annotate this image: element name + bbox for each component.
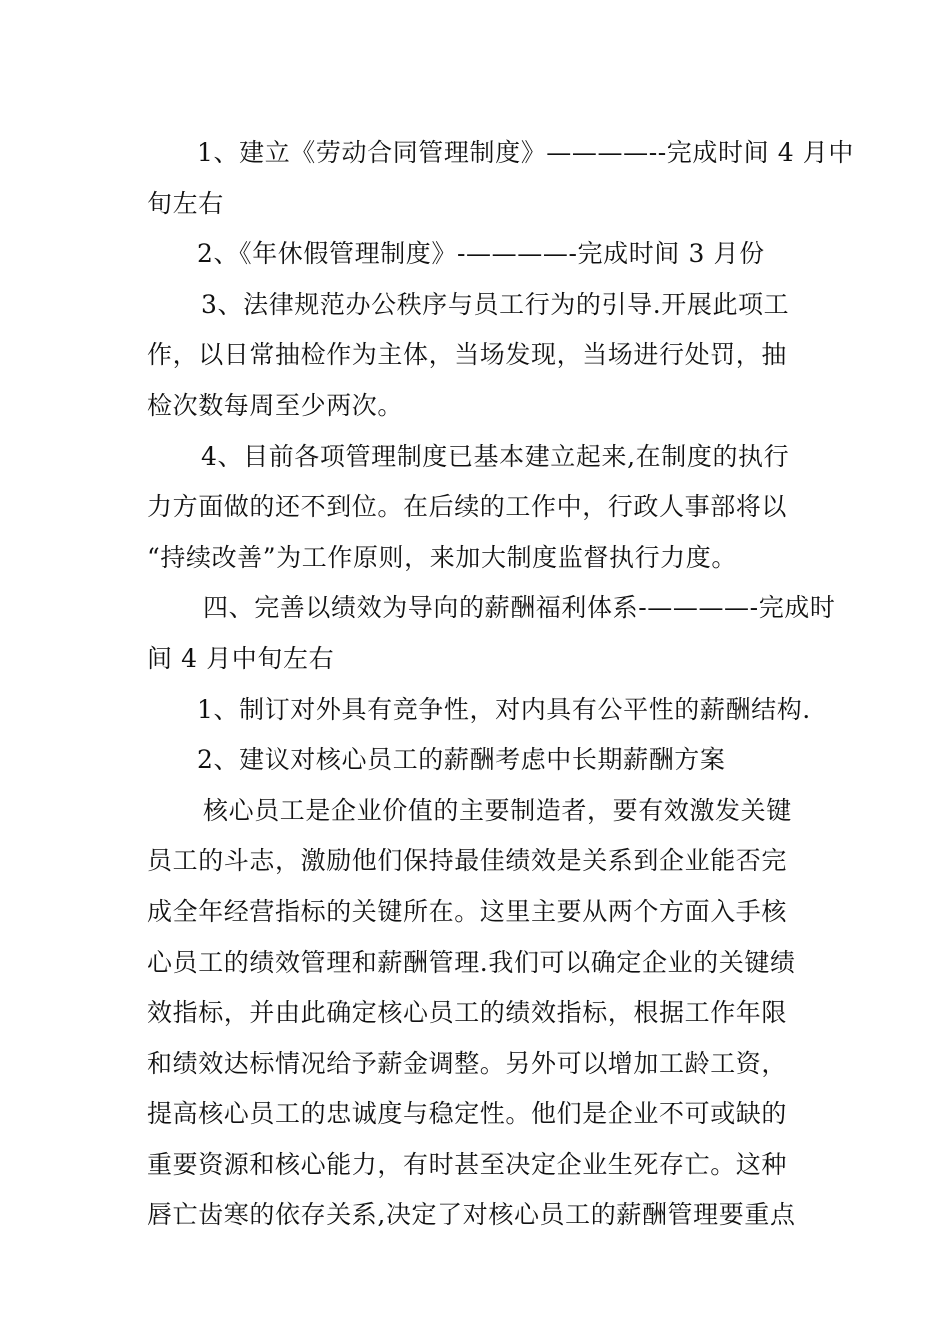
text-line: 间 4 月中旬左右	[147, 643, 335, 673]
text-line: 员工的斗志，激励他们保持最佳绩效是关系到企业能否完	[147, 846, 788, 876]
text-line: 和绩效达标情况给予薪金调整。另外可以增加工龄工资，	[147, 1048, 788, 1078]
text-line: “持续改善”为工作原则，来加大制度监督执行力度。	[147, 542, 737, 572]
list-item-system-execution	[147, 432, 807, 584]
text-line: 效指标，并由此确定核心员工的绩效指标，根据工作年限	[147, 998, 788, 1028]
text-line: 3、法律规范办公秩序与员工行为的引导.开展此项工	[201, 289, 790, 319]
text-line: 旬左右	[147, 188, 224, 218]
text-line: 1、建立《劳动合同管理制度》————--完成时间 4 月中	[197, 138, 855, 167]
text-line: 核心员工是企业价值的主要制造者，要有效激发关键	[203, 795, 792, 825]
text-line: 唇亡齿寒的依存关系,决定了对核心员工的薪酬管理要重点	[147, 1200, 796, 1230]
text-line: 四、完善以绩效为导向的薪酬福利体系-————-完成时	[203, 593, 836, 623]
list-item-labor-contract	[147, 128, 855, 229]
list-item-office-order	[147, 280, 807, 432]
text-line: 1、制订对外具有竞争性，对内具有公平性的薪酬结构.	[197, 694, 811, 724]
text-line: 作，以日常抽检作为主体，当场发现，当场进行处罚，抽	[147, 340, 788, 370]
text-line: 心员工的绩效管理和薪酬管理.我们可以确定企业的关键绩	[147, 947, 796, 977]
text-line: 检次数每周至少两次。	[147, 390, 404, 420]
text-line: 提高核心员工的忠诚度与稳定性。他们是企业不可或缺的	[147, 1099, 788, 1129]
text-line: 力方面做的还不到位。在后续的工作中，行政人事部将以	[147, 492, 788, 522]
list-item-pay-structure	[147, 685, 811, 736]
body-paragraph	[147, 786, 807, 1241]
document-body	[147, 128, 855, 1241]
text-line: 成全年经营指标的关键所在。这里主要从两个方面入手核	[147, 896, 788, 926]
text-line: 重要资源和核心能力，有时甚至决定企业生死存亡。这种	[147, 1149, 788, 1179]
text-line: 2、《年休假管理制度》-————-完成时间 3 月份	[197, 239, 765, 269]
text-line: 4、目前各项管理制度已基本建立起来,在制度的执行	[201, 441, 790, 471]
text-line: 2、建议对核心员工的薪酬考虑中长期薪酬方案	[197, 745, 726, 775]
list-item-annual-leave	[147, 229, 807, 280]
section-heading	[147, 583, 836, 684]
list-item-core-staff	[147, 735, 807, 786]
